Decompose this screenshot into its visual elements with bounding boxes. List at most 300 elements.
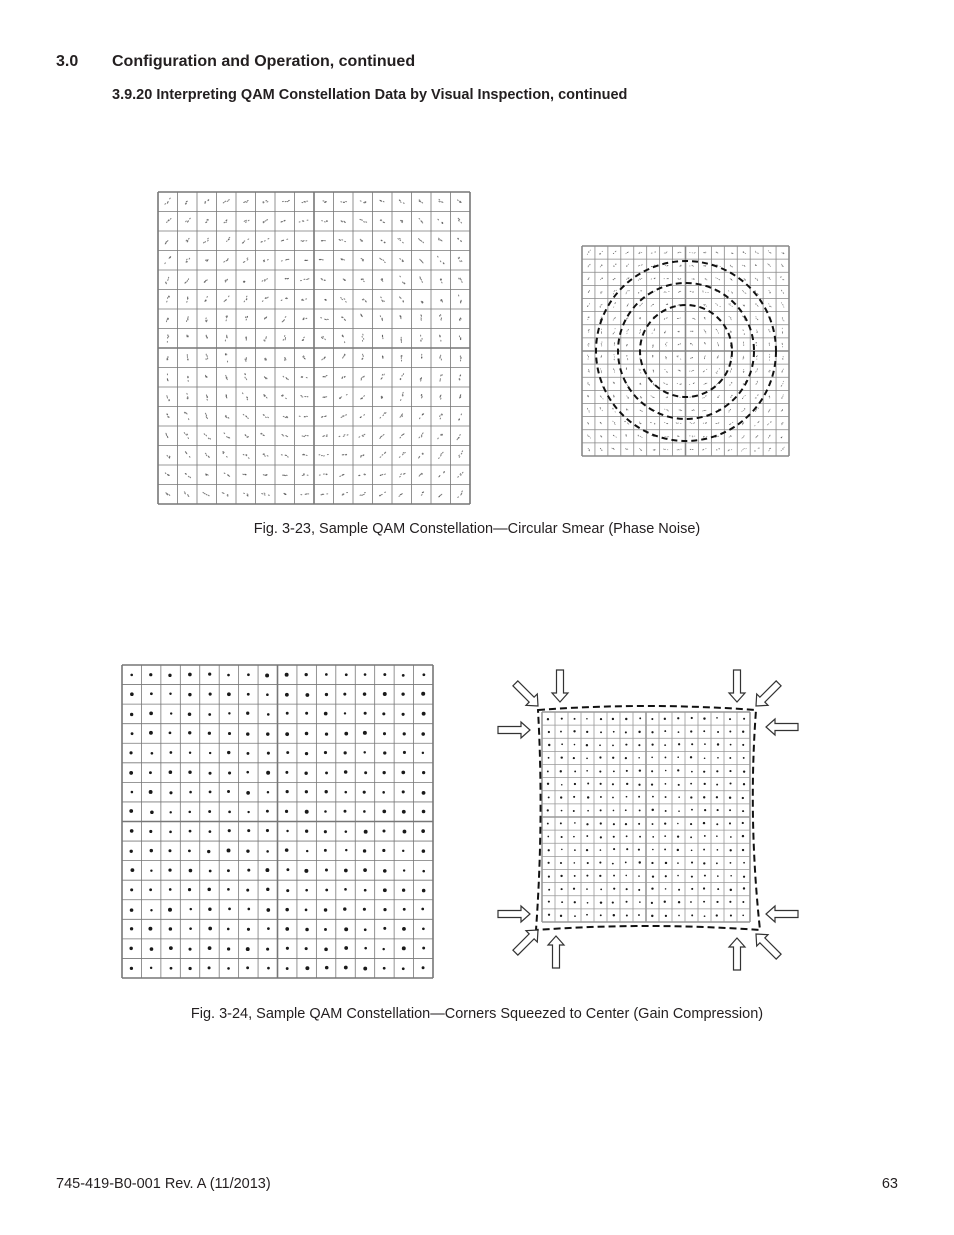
symbol-smear xyxy=(689,369,694,372)
smear-dot xyxy=(305,298,307,299)
smear-dot xyxy=(187,356,188,358)
symbol-smear xyxy=(244,357,247,362)
smear-dot xyxy=(628,264,630,265)
symbol-smear xyxy=(263,394,268,399)
smear-dot xyxy=(187,278,189,280)
symbol-dot xyxy=(131,732,134,735)
symbol-smear xyxy=(187,354,189,361)
symbol-smear xyxy=(599,422,602,425)
smear-dot xyxy=(587,355,588,356)
smear-dot xyxy=(164,203,166,205)
symbol-dot xyxy=(130,692,134,696)
symbol-dot xyxy=(573,730,575,732)
symbol-dot xyxy=(286,889,289,892)
symbol-dot xyxy=(266,693,269,696)
smear-dot xyxy=(587,383,588,385)
smear-dot xyxy=(306,455,308,456)
smear-dot xyxy=(267,238,269,240)
smear-dot xyxy=(705,292,707,293)
symbol-dot xyxy=(574,901,576,903)
smear-dot xyxy=(247,200,249,202)
symbol-dot xyxy=(403,830,407,834)
symbol-smear xyxy=(224,315,228,322)
symbol-smear xyxy=(587,329,589,333)
symbol-dot xyxy=(548,757,550,759)
symbol-dot xyxy=(560,862,562,864)
symbol-dot xyxy=(691,876,693,878)
symbol-dot xyxy=(227,848,231,852)
symbol-smear xyxy=(702,395,707,399)
smear-dot xyxy=(441,359,442,361)
symbol-dot xyxy=(305,947,308,950)
smear-dot xyxy=(306,201,308,202)
symbol-smear xyxy=(437,198,443,204)
symbol-dot xyxy=(547,836,549,838)
symbol-smear xyxy=(457,256,462,263)
symbol-smear xyxy=(639,303,643,307)
smear-dot xyxy=(327,454,329,455)
smear-dot xyxy=(663,278,664,279)
symbol-dot xyxy=(613,914,615,916)
arrow-icon xyxy=(766,719,798,735)
smear-dot xyxy=(679,318,680,319)
symbol-dot xyxy=(344,791,347,794)
symbol-smear xyxy=(361,334,365,342)
smear-dot xyxy=(265,200,267,202)
symbol-smear xyxy=(359,414,365,419)
symbol-dot xyxy=(403,908,406,911)
smear-dot xyxy=(242,473,244,475)
smear-dot xyxy=(228,237,230,239)
symbol-dot xyxy=(691,861,693,863)
smear-dot xyxy=(343,435,345,437)
arrow-shape xyxy=(766,719,798,735)
symbol-smear xyxy=(302,355,307,360)
symbol-dot xyxy=(742,822,744,824)
symbol-smear xyxy=(613,368,616,373)
symbol-smear xyxy=(184,472,191,479)
symbol-dot xyxy=(422,927,425,930)
smear-dot xyxy=(678,423,679,424)
smear-dot xyxy=(364,492,366,494)
smear-dot xyxy=(639,252,641,253)
symbol-dot xyxy=(729,796,731,798)
symbol-dot xyxy=(265,868,269,872)
smear-dot xyxy=(306,377,308,379)
smear-dot xyxy=(320,317,322,319)
symbol-dot xyxy=(383,732,386,735)
symbol-dot xyxy=(285,693,289,697)
symbol-smear xyxy=(727,448,732,452)
smear-dot xyxy=(770,266,771,267)
symbol-dot xyxy=(664,835,666,837)
smear-dot xyxy=(228,295,230,297)
smear-dot xyxy=(246,259,248,261)
symbol-dot xyxy=(246,771,249,774)
smear-dot xyxy=(602,341,603,342)
symbol-dot xyxy=(227,692,231,696)
symbol-smear xyxy=(380,395,384,399)
symbol-dot xyxy=(149,712,153,716)
symbol-dot xyxy=(730,875,732,877)
symbol-dot xyxy=(548,796,550,798)
symbol-smear xyxy=(587,395,589,398)
symbol-dot xyxy=(247,811,249,813)
symbol-smear xyxy=(166,295,170,303)
symbol-smear xyxy=(651,251,656,254)
symbol-dot xyxy=(246,732,249,735)
symbol-dot xyxy=(130,888,133,891)
symbol-dot xyxy=(704,915,706,917)
symbol-dot xyxy=(691,809,693,811)
symbol-dot xyxy=(548,731,550,733)
symbol-smear xyxy=(281,394,288,400)
grid-lines xyxy=(158,192,470,504)
symbol-dot xyxy=(364,928,367,931)
symbol-dot xyxy=(169,791,172,794)
symbol-dot xyxy=(651,862,653,864)
symbol-dot xyxy=(678,796,680,798)
symbol-smear xyxy=(639,409,643,412)
symbol-smear xyxy=(756,329,758,333)
symbol-smear xyxy=(768,409,771,413)
smear-dot xyxy=(601,333,602,334)
smear-dot xyxy=(702,397,704,398)
symbol-smear xyxy=(205,394,210,401)
symbol-dot xyxy=(561,718,563,720)
symbol-dot xyxy=(717,809,719,811)
smear-dot xyxy=(680,278,681,279)
smear-dot xyxy=(641,437,643,438)
symbol-dot xyxy=(305,966,309,970)
symbol-dot xyxy=(612,718,614,720)
smear-dot xyxy=(266,397,268,399)
symbol-smear xyxy=(165,491,171,497)
symbol-smear xyxy=(320,493,328,495)
symbol-dot xyxy=(422,791,426,795)
symbol-smear xyxy=(459,335,462,340)
symbol-smear xyxy=(322,396,327,398)
symbol-dot xyxy=(729,730,731,732)
symbol-smear xyxy=(626,408,629,411)
symbol-smear xyxy=(768,329,770,333)
symbol-smear xyxy=(261,492,270,497)
symbol-dot xyxy=(729,770,731,772)
symbol-smear xyxy=(242,472,247,476)
symbol-smear xyxy=(340,414,347,418)
smear-dot xyxy=(267,416,269,418)
smear-dot xyxy=(626,395,627,397)
symbol-smear xyxy=(626,303,629,307)
symbol-dot xyxy=(208,966,211,969)
smear-dot xyxy=(691,279,692,280)
smear-dot xyxy=(225,339,226,341)
smear-dot xyxy=(768,250,770,251)
symbol-dot xyxy=(716,862,718,864)
symbol-dot xyxy=(344,810,347,813)
smear-dot xyxy=(715,277,717,278)
symbol-dot xyxy=(422,810,426,814)
smear-dot xyxy=(363,221,365,223)
smear-dot xyxy=(639,421,641,422)
symbol-smear xyxy=(741,435,745,439)
symbol-dot xyxy=(208,713,211,716)
smear-dot xyxy=(381,494,383,496)
symbol-dot xyxy=(383,888,387,892)
symbol-dot xyxy=(227,674,230,677)
smear-dot xyxy=(362,340,363,342)
symbol-dot xyxy=(209,693,212,696)
symbol-smear xyxy=(729,278,732,281)
smear-dot xyxy=(768,290,769,292)
symbol-smear xyxy=(715,368,720,375)
smear-dot xyxy=(769,359,770,360)
symbol-smear xyxy=(282,200,290,204)
symbol-smear xyxy=(380,278,384,282)
symbol-smear xyxy=(767,276,771,280)
smear-dot xyxy=(626,333,627,335)
symbol-smear xyxy=(438,471,445,478)
smear-dot xyxy=(691,423,692,424)
smear-dot xyxy=(363,280,365,282)
smear-dot xyxy=(246,295,248,297)
symbol-smear xyxy=(703,368,708,373)
document-number: 745-419-B0-001 Rev. A (11/2013) xyxy=(56,1176,271,1192)
symbol-smear xyxy=(439,394,443,400)
symbol-dot xyxy=(548,849,550,851)
symbol-smear xyxy=(638,264,643,268)
symbol-smear xyxy=(264,375,268,380)
symbol-smear xyxy=(440,299,443,303)
gain-compression-squeezed-grid xyxy=(490,660,802,978)
symbol-smear xyxy=(318,453,329,457)
smear-dot xyxy=(266,278,268,280)
symbol-dot xyxy=(209,791,212,794)
arrow-shape xyxy=(498,906,530,922)
symbol-smear xyxy=(185,217,192,224)
smear-dot xyxy=(614,411,615,413)
symbol-smear xyxy=(703,329,707,333)
smear-dot xyxy=(653,383,654,384)
symbol-dot xyxy=(286,830,288,832)
symbol-dot xyxy=(150,692,153,695)
symbol-dot xyxy=(344,946,348,950)
symbol-dot xyxy=(729,809,731,811)
symbol-dot xyxy=(266,888,269,891)
symbol-dot xyxy=(169,927,172,930)
arrow-shape xyxy=(729,938,745,970)
symbol-smear xyxy=(223,219,229,224)
symbol-smear xyxy=(341,492,348,496)
symbol-smear xyxy=(638,421,642,424)
symbol-dot xyxy=(729,822,731,824)
symbol-smear xyxy=(400,355,403,362)
smear-dot xyxy=(442,452,444,454)
smear-dot xyxy=(677,305,678,306)
smear-dot xyxy=(627,318,628,320)
symbol-dot xyxy=(548,889,550,891)
smear-dot xyxy=(223,300,225,302)
symbol-smear xyxy=(677,331,679,333)
smear-dot xyxy=(615,328,616,330)
symbol-dot xyxy=(690,823,692,825)
symbol-smear xyxy=(184,411,191,421)
symbol-smear xyxy=(703,304,707,307)
smear-dot xyxy=(343,298,345,300)
smear-dot xyxy=(359,219,361,221)
symbol-smear xyxy=(703,435,708,437)
symbol-dot xyxy=(130,850,133,853)
symbol-smear xyxy=(203,278,207,283)
symbol-smear xyxy=(626,316,629,320)
symbol-dot xyxy=(612,863,614,865)
symbol-smear xyxy=(164,239,169,244)
symbol-dot xyxy=(703,796,705,798)
symbol-smear xyxy=(599,407,603,412)
symbol-dot xyxy=(716,784,718,786)
symbol-dot xyxy=(150,909,152,911)
symbol-smear xyxy=(284,277,289,281)
symbol-dot xyxy=(626,783,628,785)
smear-dot xyxy=(667,449,668,450)
symbol-smear xyxy=(600,277,603,281)
symbol-smear xyxy=(613,317,616,322)
symbol-smear xyxy=(601,341,603,346)
symbol-dot xyxy=(364,673,367,676)
smear-dot xyxy=(305,240,307,241)
symbol-smear xyxy=(651,277,656,281)
symbol-smear xyxy=(755,264,757,266)
symbol-dot xyxy=(228,908,231,911)
smear-dot xyxy=(664,436,665,437)
symbol-dot xyxy=(587,796,589,798)
symbol-smear xyxy=(769,354,771,361)
smear-dot xyxy=(438,201,440,203)
symbol-dot xyxy=(189,927,192,930)
smear-dot xyxy=(728,316,729,318)
symbol-dot xyxy=(402,674,405,677)
symbol-smear xyxy=(224,278,228,283)
symbol-smear xyxy=(320,316,329,321)
smear-dot xyxy=(665,292,667,293)
symbol-dot xyxy=(664,823,666,825)
symbol-smear xyxy=(166,217,172,223)
smear-dot xyxy=(242,392,244,394)
arrow-icon xyxy=(548,936,564,968)
symbol-smear xyxy=(418,199,424,204)
symbol-smear xyxy=(715,277,720,280)
symbol-dot xyxy=(286,790,289,793)
symbol-dot xyxy=(651,783,653,785)
symbol-smear xyxy=(599,303,602,307)
symbol-smear xyxy=(243,295,249,303)
symbol-smear xyxy=(439,335,441,342)
symbol-smear xyxy=(439,278,443,284)
symbol-dot xyxy=(560,915,562,917)
smear-dot xyxy=(306,396,308,397)
symbol-dot xyxy=(325,693,328,696)
symbol-dot xyxy=(716,770,718,772)
symbol-smear xyxy=(245,336,247,341)
smear-dot xyxy=(440,398,442,400)
symbol-dot xyxy=(690,796,692,798)
symbol-smear xyxy=(742,304,745,307)
symbol-dot xyxy=(227,928,230,931)
symbol-smear xyxy=(437,255,445,265)
smear-dot xyxy=(692,436,693,437)
smear-dot xyxy=(641,278,643,279)
symbol-dot xyxy=(690,756,692,758)
symbol-dot xyxy=(717,875,719,877)
symbol-smear xyxy=(379,199,385,203)
smear-dot xyxy=(641,252,643,253)
smear-dot xyxy=(614,356,615,357)
symbol-dot xyxy=(678,784,680,786)
symbol-dot xyxy=(560,796,562,798)
symbol-smear xyxy=(689,291,693,293)
smear-dot xyxy=(245,221,247,223)
symbol-dot xyxy=(638,796,640,798)
smear-dot xyxy=(602,410,603,412)
symbol-dot xyxy=(625,862,627,864)
symbol-smear xyxy=(263,336,267,342)
symbol-smear xyxy=(457,294,462,304)
smear-dot xyxy=(664,409,666,410)
smear-dot xyxy=(207,357,208,359)
symbol-smear xyxy=(637,435,643,439)
symbol-dot xyxy=(638,757,640,759)
symbol-smear xyxy=(704,342,706,345)
symbol-smear xyxy=(728,289,733,294)
symbol-dot xyxy=(324,948,328,952)
symbol-dot xyxy=(247,869,250,872)
symbol-smear xyxy=(438,493,443,497)
symbol-smear xyxy=(382,334,384,339)
symbol-smear xyxy=(439,374,443,382)
smear-dot xyxy=(343,259,345,261)
smear-dot xyxy=(440,374,442,376)
smear-dot xyxy=(706,369,707,370)
symbol-dot xyxy=(422,849,426,853)
symbol-dot xyxy=(208,673,211,676)
symbol-smear xyxy=(715,251,718,253)
symbol-smear xyxy=(782,356,783,360)
smear-dot xyxy=(399,456,401,458)
symbol-smear xyxy=(398,199,405,204)
symbol-dot xyxy=(665,770,667,772)
symbol-dot xyxy=(651,757,653,759)
symbol-dot xyxy=(150,870,152,872)
smear-dot xyxy=(588,371,589,372)
symbol-smear xyxy=(458,374,461,381)
smear-dot xyxy=(745,253,747,254)
symbol-dot xyxy=(403,751,406,754)
symbol-smear xyxy=(301,201,308,204)
smear-dot xyxy=(665,449,666,450)
smear-dot xyxy=(166,455,168,457)
symbol-smear xyxy=(166,373,170,381)
symbol-smear xyxy=(322,375,328,379)
smear-dot xyxy=(729,303,730,304)
symbol-dot xyxy=(561,756,563,758)
smear-dot xyxy=(589,329,590,330)
symbol-dot xyxy=(717,888,719,890)
symbol-dot xyxy=(677,756,679,758)
smear-dot xyxy=(187,437,189,439)
smear-dot xyxy=(323,473,325,474)
smear-dot xyxy=(421,494,423,496)
smear-dot xyxy=(769,397,770,399)
